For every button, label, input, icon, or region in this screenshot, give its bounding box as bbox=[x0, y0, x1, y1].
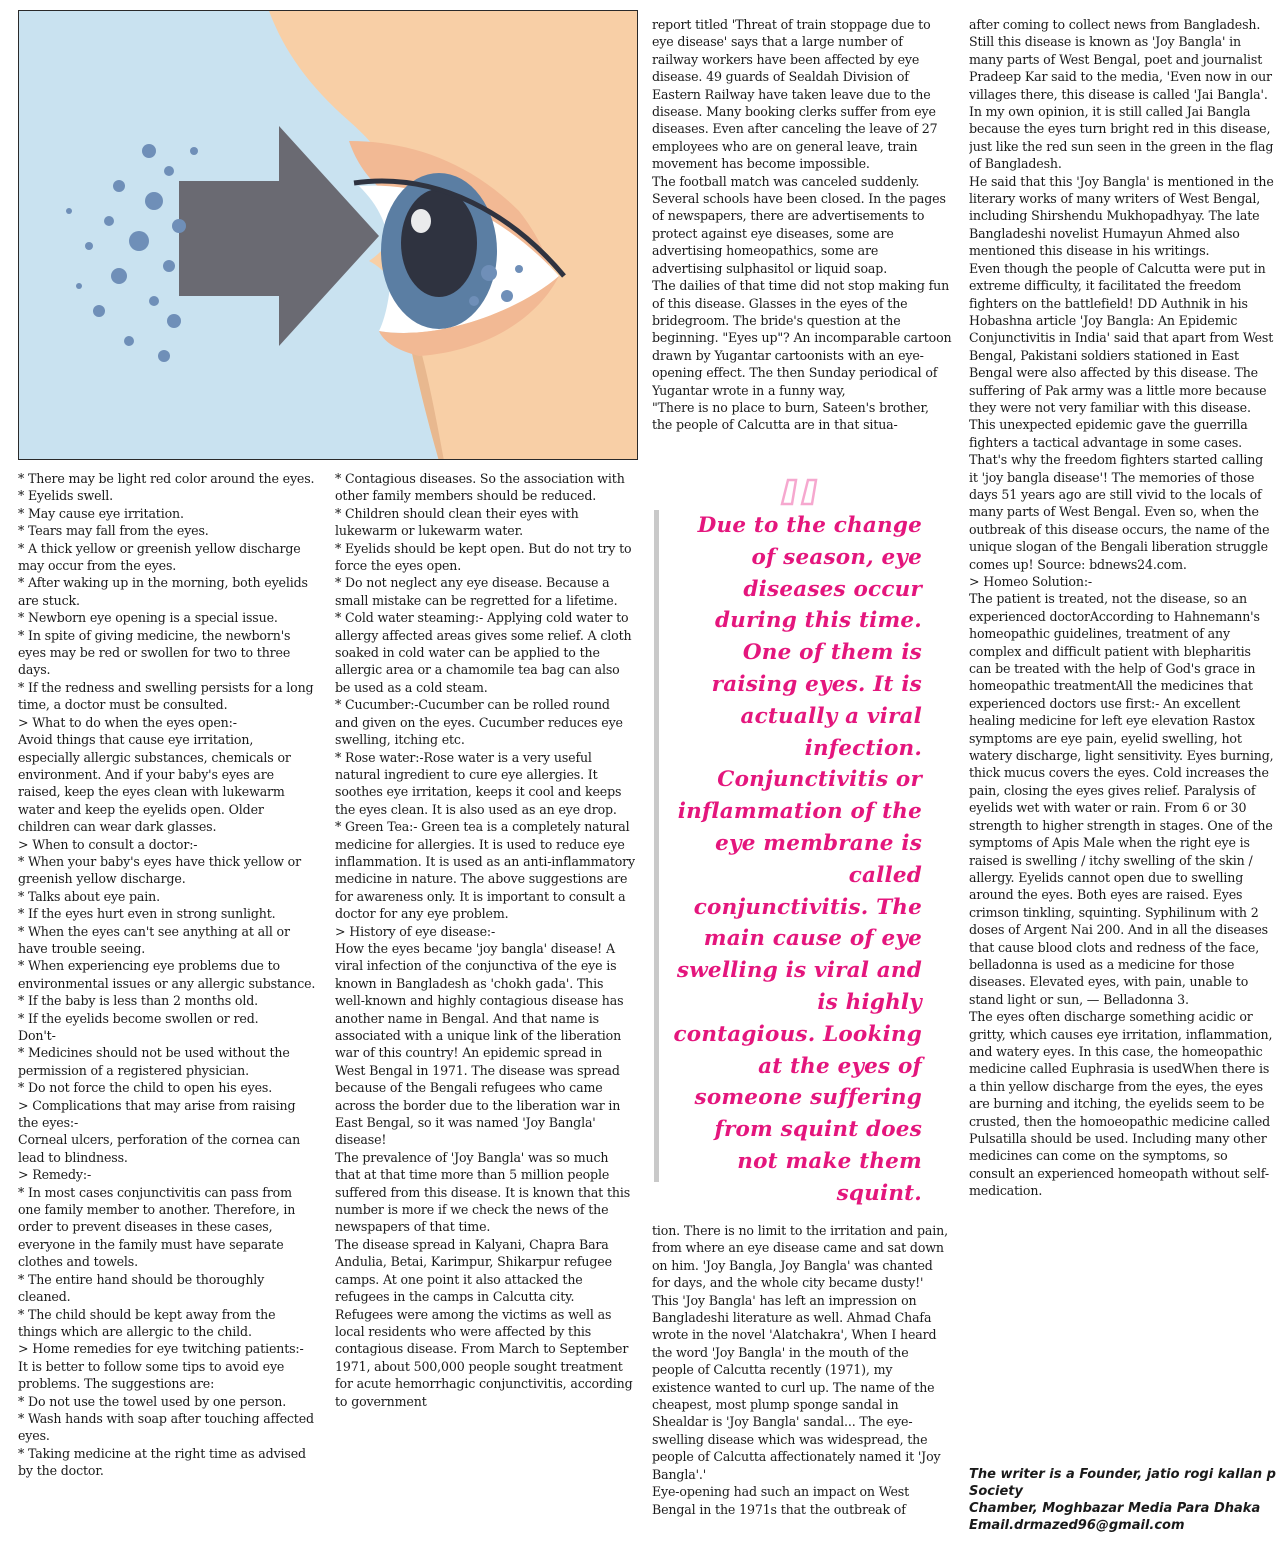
particle bbox=[163, 260, 175, 272]
paragraph: * In spite of giving medicine, the newborn's eyes may be red or swollen for two to three days. bbox=[18, 627, 291, 678]
paragraph: * If the eyelids become swollen or red. bbox=[18, 1010, 259, 1026]
paragraph: * Cucumber:-Cucumber can be rolled round and given on the eyes. Cucumber reduces eye swelling, itching etc. bbox=[335, 697, 623, 748]
paragraph: He said that this 'Joy Bangla' is mentioned in the literary works of many writers of West Bengal, including Shirshendu Mukhopadhyay. The late Bangladeshi novelist Humayun Ahmed also mentioned this disease in his writings. bbox=[969, 173, 1274, 259]
paragraph: * Do not neglect any eye disease. Because a small mistake can be regretted for a lifetime. bbox=[335, 575, 618, 608]
particle bbox=[66, 208, 72, 214]
paragraph: * Eyelids should be kept open. But do not try to force the eyes open. bbox=[335, 540, 632, 574]
paragraph: > Complications that may arise from raising the eyes:- bbox=[18, 1097, 296, 1131]
particle bbox=[149, 296, 159, 306]
paragraph: * Tears may fall from the eyes. bbox=[18, 523, 209, 539]
particle bbox=[167, 314, 181, 328]
paragraph: * Eyelids swell. bbox=[18, 488, 113, 504]
particle bbox=[124, 336, 134, 346]
paragraph: * There may be light red color around the eyes. bbox=[18, 471, 315, 486]
eye-particle bbox=[481, 265, 497, 281]
paragraph: * When experiencing eye problems due to environmental issues or any allergic substance. bbox=[18, 958, 316, 991]
particle bbox=[76, 283, 82, 289]
particle bbox=[142, 144, 156, 158]
pull-quote-bar bbox=[654, 510, 659, 1182]
particle bbox=[172, 219, 186, 233]
paragraph: * In most cases conjunctivitis can pass from one family member to another. Therefore, in order to prevent diseases in these cases, everyone in the family must have separate clothes and towels. bbox=[18, 1184, 296, 1270]
particle bbox=[104, 216, 114, 226]
column-1 bbox=[18, 470, 318, 1565]
paragraph: * May cause eye irritation. bbox=[18, 505, 184, 521]
particle bbox=[158, 350, 170, 362]
paragraph: report titled 'Threat of train stoppage due to eye disease' says that a large number of railway workers have been affected by eye disease. 49 guards of Sealdah Division of Eastern Railway have taken leave due to the disease. Many booking clerks suffer from eye diseases. Even after canceling the leave of 27 employees who are on general leave, train movement has become impossible. bbox=[652, 17, 938, 172]
particle bbox=[164, 166, 174, 176]
paragraph: The patient is treated, not the disease, so an experienced doctorAccording to Hahnemann's homeopathic guidelines, treatment of any complex and difficult patient with blepharitis can be treated with the help of God's grace in homeopathic treatmentAll the medicines that experienced doctors use first:- An excellent healing medicine for left eye elevation Rastox symptoms are eye pain, eyelid swelling, hot watery discharge, light sensitivity. Eyes burning, thick mucus covers the eyes. Cold increases the pain, closing the eyes gives relief. Paralysis of eyelids wet with water or rain. From 6 or 30 strength to higher strength in stages. One of the symptoms of Apis Male when the right eye is raised is swelling / itchy swelling of the skin / allergy. Eyelids cannot open due to swelling around the eyes. Both eyes are raised. Eyes crimson tinkling, squinting. Syphilinum with 2 doses of Argent Nai 200. And in all the diseases that cause blood clots and redness of the face, belladonna is used as a medicine for those diseases. Elevated eyes, with pain, unable to stand light or sun, — Belladonna 3. bbox=[969, 591, 1274, 1007]
paragraph: * Children should clean their eyes with lukewarm or lukewarm water. bbox=[335, 505, 579, 539]
paragraph: * Medicines should not be used without the permission of a registered physician. bbox=[18, 1045, 290, 1078]
paragraph: * If the baby is less than 2 months old. bbox=[18, 993, 258, 1009]
paragraph: > Homeo Solution:- bbox=[969, 574, 1093, 589]
paragraph: "There is no place to burn, Sateen's brother, the people of Calcutta are in that situa- bbox=[652, 399, 929, 433]
eye-illustration-svg bbox=[19, 11, 638, 460]
eye-particle bbox=[469, 296, 479, 306]
paragraph: * Do not force the child to open his eyes. bbox=[18, 1080, 273, 1096]
paragraph: * Taking medicine at the right time as advised by the doctor. bbox=[18, 1445, 306, 1479]
particle bbox=[129, 231, 149, 251]
paragraph: * Talks about eye pain. bbox=[18, 888, 160, 904]
paragraph: The dailies of that time did not stop making fun of this disease. Glasses in the eyes of the bridegroom. The bride's question at the beginning. "Eyes up"? An incomparable cartoon drawn by Yugantar cartoonists with an eye-opening effect. The then Sunday periodical of Yugantar wrote in a funny way, bbox=[652, 278, 952, 398]
paragraph: Refugees were among the victims as well as local residents who were affected by this contagious disease. From March to September 1971, about 500,000 people sought treatment for acute hemorrhagic conjunctivitis, according to government bbox=[335, 1306, 633, 1409]
eye-particle bbox=[501, 290, 513, 302]
particle bbox=[113, 180, 125, 192]
paragraph: > When to consult a doctor:- bbox=[18, 836, 198, 852]
paragraph: * The entire hand should be thoroughly cleaned. bbox=[18, 1271, 265, 1305]
paragraph: * If the redness and swelling persists for a long time, a doctor must be consulted. bbox=[18, 679, 314, 713]
paragraph: The prevalence of 'Joy Bangla' was so much that at that time more than 5 million people suffered from this disease. It is known that this number is more if we check the news of the newspapers of that time. bbox=[335, 1149, 631, 1235]
column-3-bottom bbox=[652, 1222, 952, 1565]
particle bbox=[85, 242, 93, 250]
paragraph: * A thick yellow or greenish yellow discharge may occur from the eyes. bbox=[18, 540, 301, 574]
particle bbox=[93, 305, 105, 317]
eye-highlight bbox=[411, 209, 431, 233]
paragraph: tion. There is no limit to the irritation and pain, from where an eye disease came and sat down on him. 'Joy Bangla, Joy Bangla' was chanted for days, and the whole city became dusty!' bbox=[652, 1223, 948, 1291]
paragraph: * Contagious diseases. So the association with other family members should be reduced. bbox=[335, 471, 625, 504]
paragraph: * If the eyes hurt even in strong sunlight. bbox=[18, 906, 276, 922]
paragraph: Even though the people of Calcutta were put in extreme difficulty, it facilitated the freedom fighters on the battlefield! DD Authnik in his Hobashna article 'Joy Bangla: An Epidemic Conjunctivitis in India' said that apart from West Bengal, Pakistani soldiers stationed in East Bengal were also affected by this disease. The suffering of Pak army was a little more because they were not very familiar with this disease. This unexpected epidemic gave the guerrilla fighters a tactical advantage in some cases. That's why the freedom fighters started calling it 'joy bangla disease'! The memories of those days 51 years ago are still vivid to the locals of many parts of West Bengal. Even so, when the outbreak of this disease occurs, the name of the unique slogan of the Bengali liberation struggle comes up! Source: bdnews24.com. bbox=[969, 260, 1274, 572]
quote-mark-icon bbox=[778, 474, 824, 510]
particle bbox=[145, 192, 163, 210]
particle bbox=[190, 147, 198, 155]
paragraph: Still this disease is known as 'Joy Bangla' in many parts of West Bengal, poet and journalist Pradeep Kar said to the media, 'Even now in our villages there, this disease is called 'Jai Bangla'. In my own opinion, it is still called Jai Bangla because the eyes turn bright red in this disease, just like the red sun seen in the green in the flag of Bangladesh. bbox=[969, 34, 1274, 172]
paragraph: Eye-opening had such an impact on West Bengal in the 1971s that the outbreak of bbox=[652, 1484, 910, 1517]
paragraph: Avoid things that cause eye irritation, especially allergic substances, chemicals or environment. And if your baby's eyes are raised, keep the eyes clean with lukewarm water and keep the eyelids open. Older children can wear dark glasses. bbox=[18, 732, 291, 835]
column-3-top bbox=[652, 16, 952, 476]
column-2 bbox=[335, 470, 635, 1565]
paragraph: * Do not use the towel used by one person. bbox=[18, 1393, 287, 1409]
paragraph: * When the eyes can't see anything at all or have trouble seeing. bbox=[18, 923, 290, 956]
paragraph: The disease spread in Kalyani, Chapra Bara Andulia, Betai, Karimpur, Shikarpur refugee camps. At one point it also attacked the refugees in the camps in Calcutta city. bbox=[335, 1236, 612, 1305]
eye-illustration bbox=[18, 10, 638, 460]
paragraph: The football match was canceled suddenly. Several schools have been closed. In the pages of newspapers, there are advertisements to protect against eye diseases, some are advertising homeopathics, some are advertising sulphasitol or liquid soap. bbox=[652, 173, 946, 276]
byline-email: Email.drmazed96@gmail.com bbox=[969, 1518, 1185, 1533]
paragraph: > Home remedies for eye twitching patients:- bbox=[18, 1341, 304, 1357]
paragraph: Corneal ulcers, perforation of the cornea can lead to blindness. bbox=[18, 1132, 301, 1165]
paragraph: * Green Tea:- Green tea is a completely natural medicine for allergies. It is used to reduce eye inflammation. It is used as an anti-inflammatory medicine in nature. The above suggestions are for awareness only. It is important to consult a doctor for any eye problem. bbox=[335, 819, 635, 922]
eye-pupil bbox=[401, 189, 477, 297]
paragraph: This 'Joy Bangla' has left an impression on Bangladeshi literature as well. Ahmad Chafa wrote in the novel 'Alatchakra', When I heard the word 'Joy Bangla' in the mouth of the people of Calcutta recently (1971), my existence wanted to curl up. The name of the cheapest, most plump sponge sandal in Shealdar is 'Joy Bangla' sandal... The eye-swelling disease which was widespread, the people of Calcutta affectionately named it 'Joy Bangla'.' bbox=[652, 1292, 941, 1482]
byline bbox=[969, 1466, 1279, 1534]
paragraph: * When your baby's eyes have thick yellow or greenish yellow discharge. bbox=[18, 853, 301, 887]
paragraph: > Remedy:- bbox=[18, 1167, 92, 1183]
paragraph: > History of eye disease:- bbox=[335, 923, 496, 939]
particle bbox=[111, 268, 127, 284]
paragraph: It is better to follow some tips to avoid eye problems. The suggestions are: bbox=[18, 1358, 285, 1392]
paragraph: * Rose water:-Rose water is a very useful natural ingredient to cure eye allergies. It soothes eye irritation, keeps it cool and keeps the eyes clean. It is also used as an eye drop. bbox=[335, 749, 622, 817]
paragraph: * After waking up in the morning, both eyelids are stuck. bbox=[18, 575, 308, 608]
quote-mark bbox=[778, 474, 824, 510]
paragraph: * Newborn eye opening is a special issue. bbox=[18, 610, 278, 626]
byline-line: The writer is a Founder, jatio rogi kallan p Society bbox=[969, 1467, 1276, 1499]
byline-line: Chamber, Moghbazar Media Para Dhaka bbox=[969, 1501, 1261, 1516]
paragraph: > What to do when the eyes open:- bbox=[18, 714, 237, 730]
paragraph: How the eyes became 'joy bangla' disease! A viral infection of the conjunctiva of the eye is known in Bangladesh as 'chokh gada'. This well-known and highly contagious disease has another name in Bengal. And that name is associated with a unique link of the liberation war of this country! An epidemic spread in West Bengal in 1971. The disease was spread because of the Bengali refugees who came across the border due to the liberation war in East Bengal, so it was named 'Joy Bangla' disease! bbox=[335, 940, 624, 1148]
paragraph: Don't- bbox=[18, 1028, 56, 1043]
paragraph: * The child should be kept away from the things which are allergic to the child. bbox=[18, 1306, 276, 1339]
paragraph: The eyes often discharge something acidic or gritty, which causes eye irritation, inflammation, and watery eyes. In this case, the homeopathic medicine called Euphrasia is usedWhen there is a thin yellow discharge from the eyes, the eyes are burning and itching, the eyelids seem to be crusted, then the homoeopathic medicine called Pulsatilla should be used. Including many other medicines can come on the symptoms, so consult an experienced homeopath without self-medication. bbox=[969, 1009, 1273, 1199]
column-4 bbox=[969, 16, 1274, 1456]
paragraph: after coming to collect news from Bangladesh. bbox=[969, 17, 1261, 32]
paragraph: * Cold water steaming:- Applying cold water to allergy affected areas gives some relief. A cloth soaked in cold water can be applied to the allergic area or a chamomile tea bag can also be used as a cold steam. bbox=[335, 610, 632, 695]
paragraph: * Wash hands with soap after touching affected eyes. bbox=[18, 1410, 314, 1444]
pull-quote: Due to the change of season, eye diseases occur during this time. One of them is raising eyes. It is actually a viral infection. Conjunctivitis or inflammation of the eye membrane is called conjunctivitis. The main cause of eye swelling is viral and is highly contagious. Looking at the eyes of someone suffering from squint does not make them squint. bbox=[673, 513, 922, 1206]
eye-particle bbox=[515, 265, 523, 273]
